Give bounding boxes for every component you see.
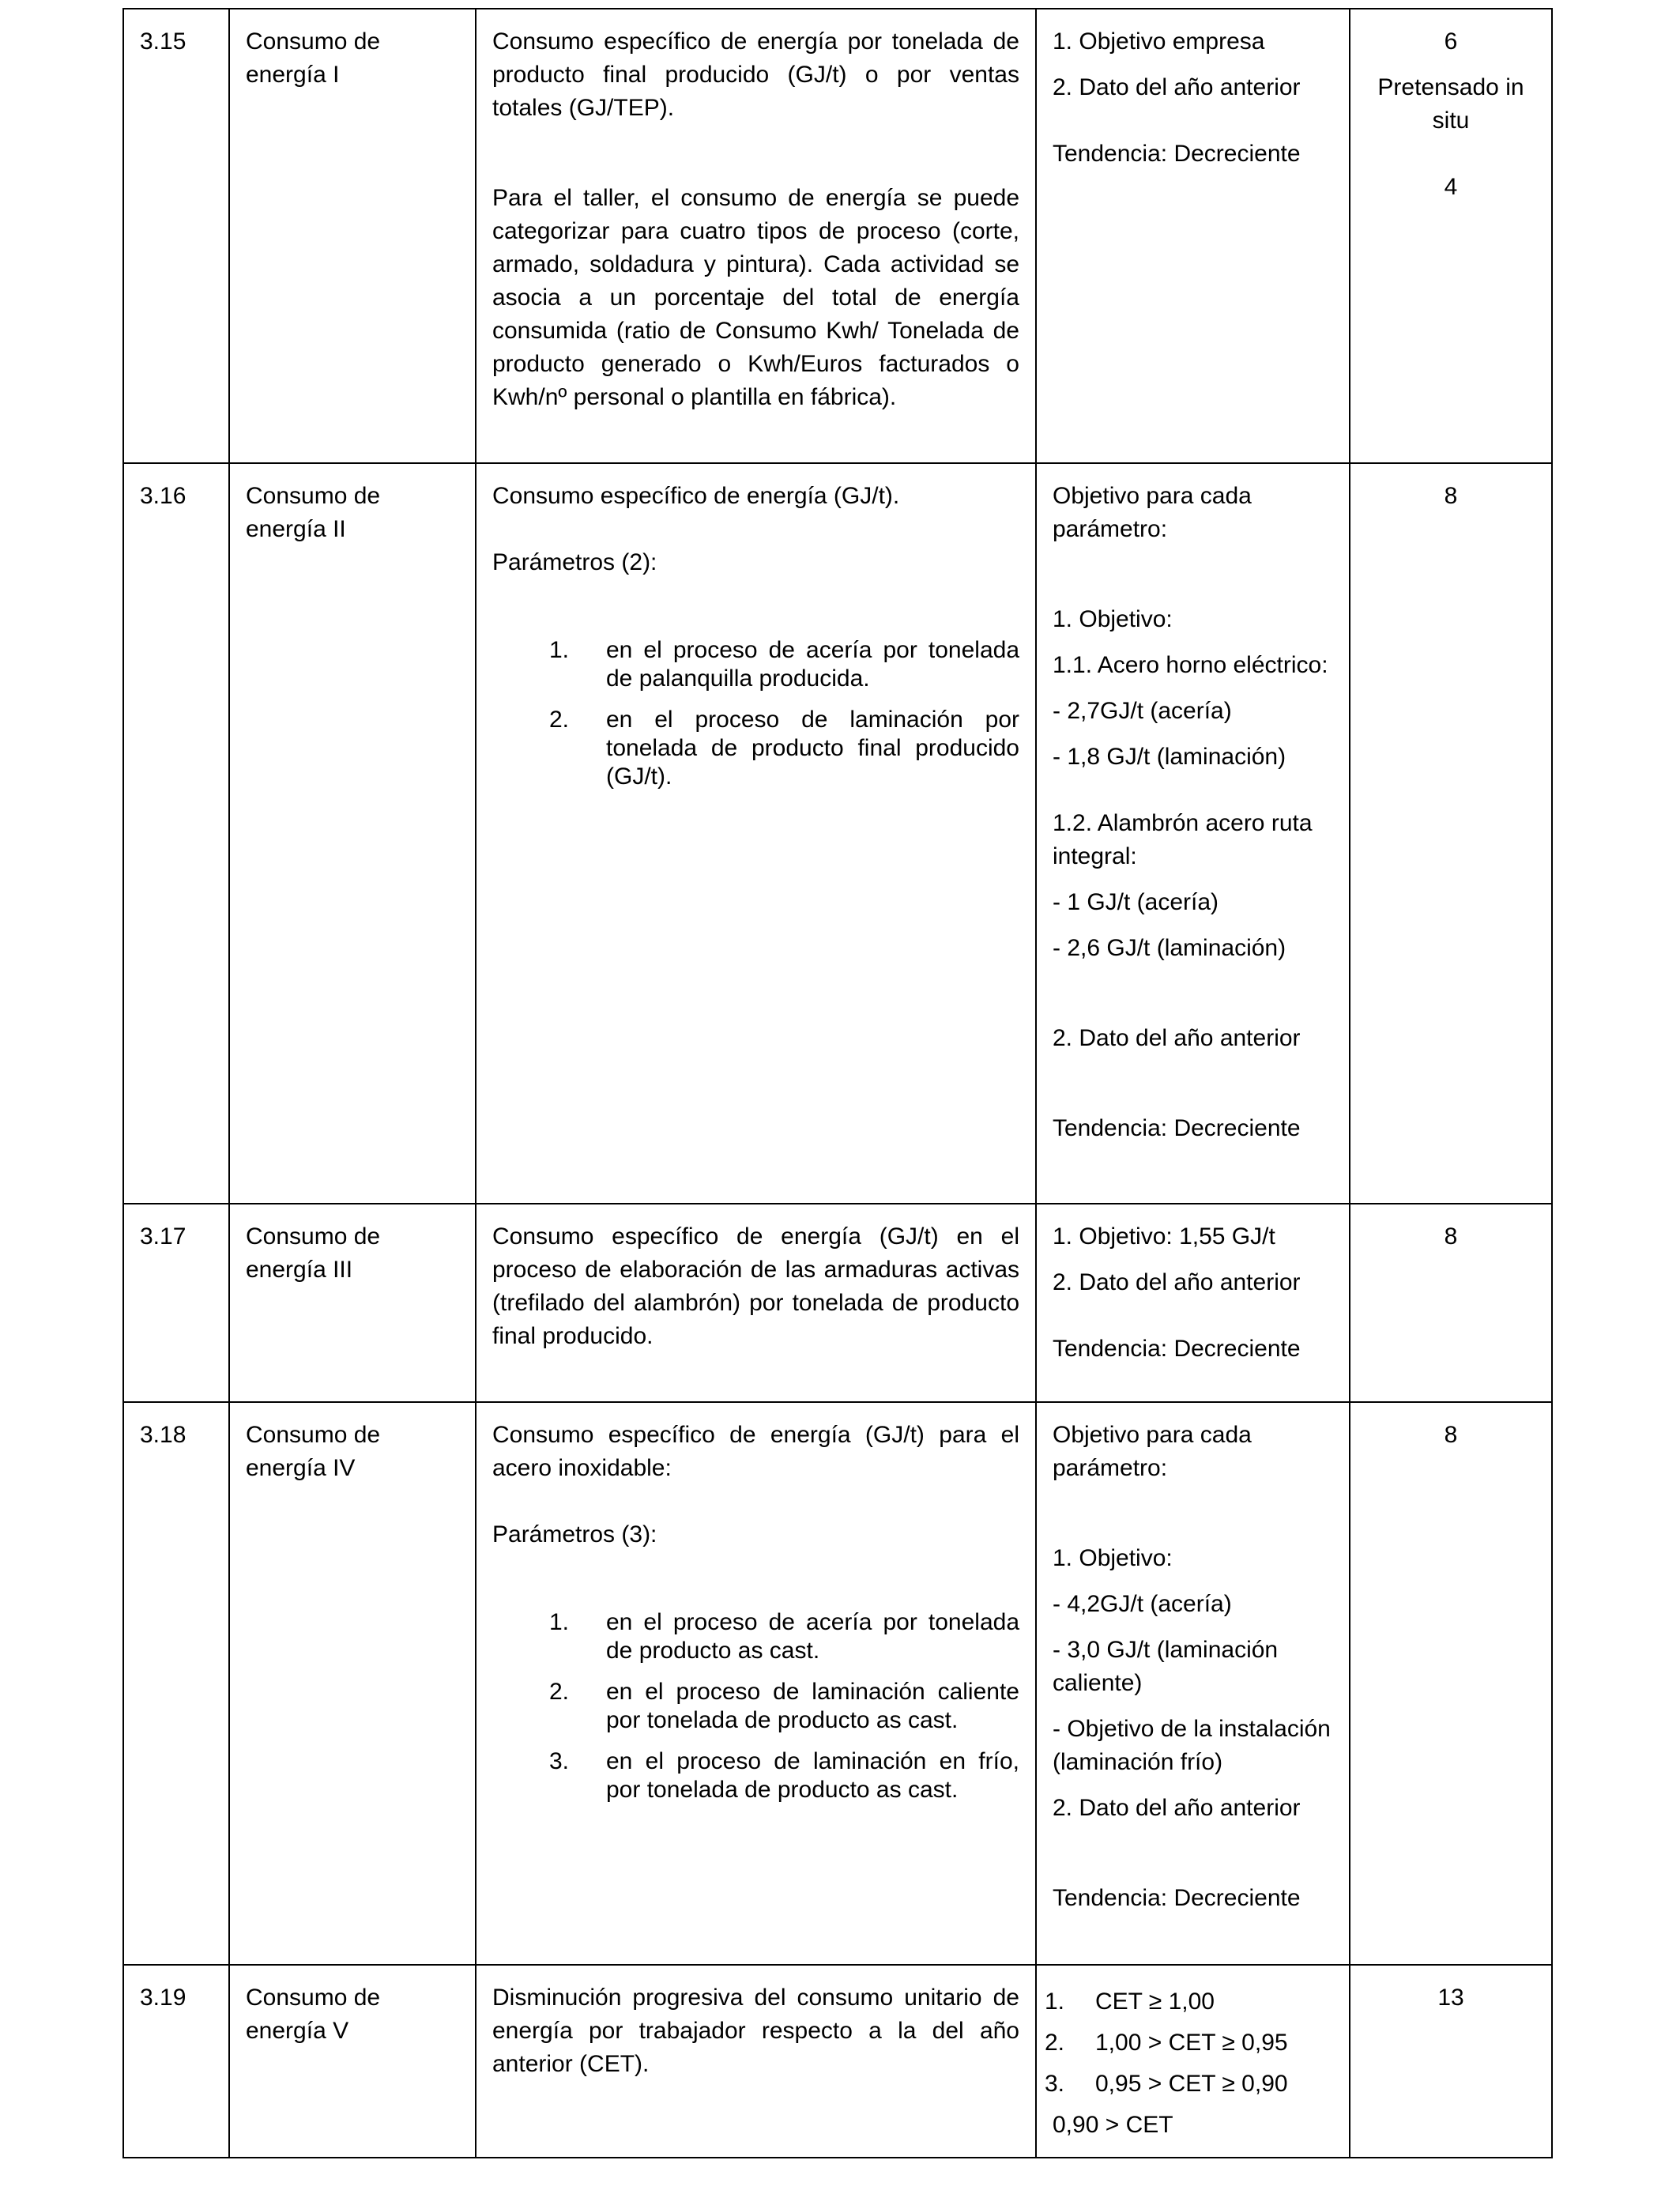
row-id: 3.17 bbox=[123, 1204, 229, 1402]
indicator-name: Consumo de energía III bbox=[229, 1204, 476, 1402]
points: 6 Pretensado in situ 4 bbox=[1350, 9, 1552, 463]
indicator-description: Consumo específico de energía por tonelada de producto final producido (GJ/t) o por ventas totales (GJ/TEP). Para el taller, el consumo de energía se puede categorizar para cuatro tipos de proceso (corte, armado, soldadura y pintura). Cada actividad se asocia a un porcentaje del total de energía consumida (ratio de Consumo Kwh/ Tonelada de producto generado o Kwh/Euros facturados o Kwh/nº personal o plantilla en fábrica). bbox=[476, 9, 1036, 463]
criteria-note: 0,90 > CET bbox=[1053, 2112, 1173, 2138]
table-row bbox=[123, 463, 1552, 1204]
table-row bbox=[123, 1402, 1552, 1965]
list-item: 3. en el proceso de laminación en frío, por tonelada de producto as cast. bbox=[549, 1748, 1019, 1803]
list-item: 1. en el proceso de acería por tonelada de producto as cast. bbox=[549, 1609, 1019, 1664]
list-item: 3. 0,95 > CET ≥ 0,90 bbox=[1045, 2071, 1288, 2097]
evaluation-criteria: 1. Objetivo empresa 2. Dato del año anterior Tendencia: Decreciente bbox=[1036, 9, 1350, 463]
indicator-name: Consumo de energía I bbox=[229, 9, 476, 463]
points: 8 bbox=[1350, 463, 1552, 1204]
points: 13 bbox=[1350, 1965, 1552, 2158]
evaluation-criteria bbox=[1036, 1965, 1350, 2158]
rating-list bbox=[1045, 1981, 1333, 2105]
list-item: 2. en el proceso de laminación caliente por tonelada de producto as cast. bbox=[549, 1679, 1019, 1733]
row-id: 3.16 bbox=[123, 463, 229, 1204]
list-item: 1. CET ≥ 1,00 bbox=[1045, 1989, 1215, 2015]
indicator-name: Consumo de energía IV bbox=[229, 1402, 476, 1965]
row-id: 3.19 bbox=[123, 1965, 229, 2158]
table-row bbox=[123, 9, 1552, 463]
list-item: 2. 1,00 > CET ≥ 0,95 bbox=[1045, 2030, 1288, 2056]
list-item: 2. en el proceso de laminación por tonelada de producto final producido (GJ/t). bbox=[549, 707, 1019, 790]
evaluation-criteria: 1. Objetivo: 1,55 GJ/t 2. Dato del año anterior Tendencia: Decreciente bbox=[1036, 1204, 1350, 1402]
row-id: 3.18 bbox=[123, 1402, 229, 1965]
points: 8 bbox=[1350, 1402, 1552, 1965]
table-row bbox=[123, 1204, 1552, 1402]
row-id: 3.15 bbox=[123, 9, 229, 463]
points: 8 bbox=[1350, 1204, 1552, 1402]
indicator-description: Disminución progresiva del consumo unitario de energía por trabajador respecto a la del año anterior (CET). bbox=[476, 1965, 1036, 2158]
parameter-list bbox=[492, 636, 1019, 791]
parameter-list bbox=[492, 1608, 1019, 1804]
indicator-description: Consumo específico de energía (GJ/t) para el acero inoxidable: Parámetros (3): 1. en el proceso de acería por tonelada de producto as cast. 2. en el proceso de laminación caliente por tonelada de producto as cast. 3. en el proceso de laminación en frío, por tonelada de producto as cast. bbox=[476, 1402, 1036, 1965]
evaluation-criteria: Objetivo para cada parámetro: 1. Objetivo: - 4,2GJ/t (acería) - 3,0 GJ/t (laminación caliente) - Objetivo de la instalación (laminación frío) 2. Dato del año anterior Tendencia: Decreciente bbox=[1036, 1402, 1350, 1965]
indicator-description: Consumo específico de energía (GJ/t) en el proceso de elaboración de las armaduras activas (trefilado del alambrón) por tonelada de producto final producido. bbox=[476, 1204, 1036, 1402]
indicator-description: Consumo específico de energía (GJ/t). Parámetros (2): 1. en el proceso de acería por tonelada de palanquilla producida. 2. en el proceso de laminación por tonelada de producto final producido (GJ/t). bbox=[476, 463, 1036, 1204]
indicator-name: Consumo de energía II bbox=[229, 463, 476, 1204]
list-item: 1. en el proceso de acería por tonelada de palanquilla producida. bbox=[549, 637, 1019, 692]
indicator-name: Consumo de energía V bbox=[229, 1965, 476, 2158]
indicator-table bbox=[122, 8, 1553, 2158]
table-row bbox=[123, 1965, 1552, 2158]
evaluation-criteria: Objetivo para cada parámetro: 1. Objetivo: 1.1. Acero horno eléctrico: - 2,7GJ/t (acería) - 1,8 GJ/t (laminación) 1.2. Alambrón acero ruta integral: - 1 GJ/t (acería) - 2,6 GJ/t (laminación) 2. Dato del año anterior Tendencia: Decreciente bbox=[1036, 463, 1350, 1204]
